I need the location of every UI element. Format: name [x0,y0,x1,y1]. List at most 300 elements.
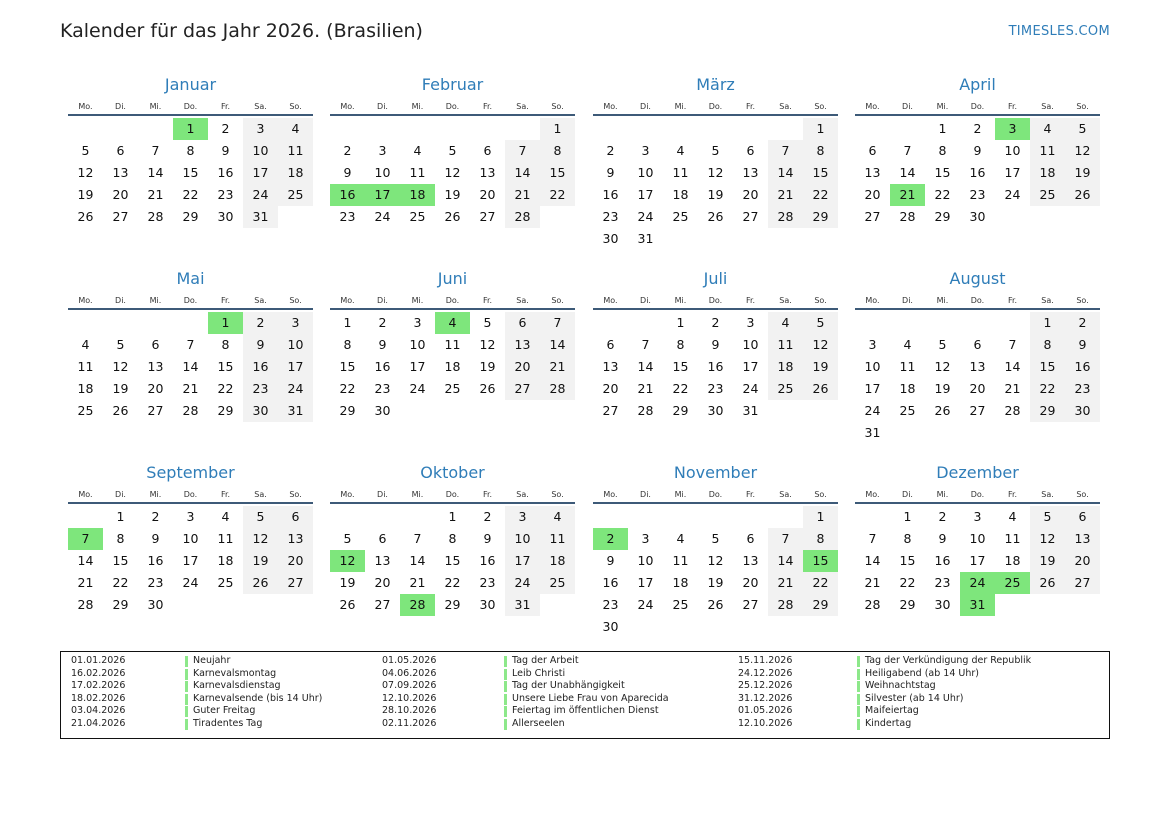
day-cell: 18 [672,187,689,202]
day-cell: 4 [278,118,313,140]
day-cell: 9 [711,337,720,352]
day-cell: 22 [899,575,916,590]
holiday-day-cell: 1 [208,312,243,334]
day-cell: 5 [343,531,352,546]
weekday-label: So. [1076,490,1089,499]
day-cell: 11 [540,528,575,550]
weekday-label: So. [814,102,827,111]
day-cell: 30 [602,231,619,246]
holiday-date: 04.06.2026 [382,667,437,679]
weekday-label: So. [1076,296,1089,305]
holiday-name: Tag der Verkündigung der Republik [865,655,1032,666]
holiday-marker [185,669,188,680]
holiday-name: Tag der Unabhängigkeit [512,680,625,692]
weekday-label: Mi. [936,296,949,305]
holiday-entry [382,668,722,681]
weekday-label: So. [1076,102,1089,111]
day-cell: 12 [77,165,94,180]
weekday-label: Fr. [220,490,231,499]
day-cell: 20 [278,550,313,572]
holiday-entry [382,718,722,731]
day-cell: 29 [112,597,129,612]
weekday-label: Mo. [603,102,618,111]
day-cell: 5 [1065,118,1100,140]
day-cell: 2 [1065,312,1100,334]
weekday-header [855,98,1100,116]
weekday-label: Do. [970,490,985,499]
weekday-label: Do. [445,296,460,305]
weekday-header [855,292,1100,310]
day-cell: 3 [868,337,877,352]
weekday-label: Fr. [220,102,231,111]
day-cell: 23 [1065,378,1100,400]
day-cell: 16 [243,356,278,378]
weekday-label: Do. [970,296,985,305]
day-cell: 20 [374,575,391,590]
weekday-label: Sa. [779,102,792,111]
month-1 [68,72,313,250]
day-cell: 31 [742,403,759,418]
day-cell: 13 [112,165,129,180]
weekday-header [330,486,575,504]
day-cell: 8 [903,531,912,546]
day-cell: 24 [637,597,654,612]
weekday-label: Mo. [603,490,618,499]
day-cell: 22 [540,184,575,206]
day-cell: 27 [147,403,164,418]
weekday-header [68,292,313,310]
day-cell: 8 [803,140,838,162]
day-cell: 1 [803,118,838,140]
day-cell: 11 [672,553,689,568]
day-cell: 17 [182,553,199,568]
holiday-day-cell: 17 [365,184,400,206]
weekday-label: Do. [445,102,460,111]
day-cell: 11 [1004,531,1021,546]
month-name: November [673,463,758,482]
day-cell: 5 [711,143,720,158]
day-cell: 16 [707,359,724,374]
weekday-label: Di. [115,296,126,305]
holiday-day-cell: 3 [995,118,1030,140]
holiday-column-2 [382,655,722,731]
day-cell: 9 [378,337,387,352]
weekday-label: Fr. [1007,296,1018,305]
day-cell: 22 [339,381,356,396]
holiday-entry [71,680,411,693]
day-cell: 29 [217,403,234,418]
day-cell: 24 [505,572,540,594]
holiday-entry [738,718,1078,731]
day-cell: 17 [637,187,654,202]
holiday-marker [857,719,860,730]
holiday-marker [185,719,188,730]
weekday-label: Di. [640,102,651,111]
weekday-label: So. [289,490,302,499]
month-name: Dezember [936,463,1019,482]
day-cell: 6 [116,143,125,158]
weekday-label: Fr. [1007,490,1018,499]
weekday-label: Do. [445,490,460,499]
day-cell: 20 [112,187,129,202]
holiday-marker [185,706,188,717]
weekday-header [68,486,313,504]
day-cell: 22 [182,187,199,202]
day-cell: 22 [672,381,689,396]
day-cell: 22 [112,575,129,590]
weekday-label: Do. [183,296,198,305]
day-cell: 2 [343,143,352,158]
holiday-name: Silvester (ab 14 Uhr) [865,692,964,704]
day-cell: 18 [1030,162,1065,184]
day-cell: 14 [1004,359,1021,374]
day-cell: 28 [637,403,654,418]
holiday-marker [857,669,860,680]
day-cell: 18 [444,359,461,374]
day-cell: 16 [934,553,951,568]
weekday-label: Mo. [340,102,355,111]
day-cell: 3 [378,143,387,158]
day-cell: 26 [1065,184,1100,206]
day-cell: 13 [969,359,986,374]
month-4 [855,72,1100,250]
day-cell: 24 [409,381,426,396]
weekday-label: Mo. [603,296,618,305]
holiday-legend [60,651,1110,739]
day-cell: 8 [1030,334,1065,356]
days-grid [855,118,1100,250]
day-cell: 8 [676,337,685,352]
weekday-header [855,486,1100,504]
day-cell: 4 [1030,118,1065,140]
day-cell: 19 [112,381,129,396]
day-cell: 6 [606,337,615,352]
day-cell: 25 [1030,184,1065,206]
day-cell: 14 [182,359,199,374]
day-cell: 19 [1065,162,1100,184]
weekday-label: Mi. [411,102,424,111]
holiday-day-cell: 7 [68,528,103,550]
day-cell: 15 [444,553,461,568]
day-cell: 13 [505,334,540,356]
holiday-entry [71,693,411,706]
day-cell: 16 [602,575,619,590]
day-cell: 27 [479,209,496,224]
day-cell: 24 [637,209,654,224]
days-grid [68,118,313,250]
weekday-header [593,486,838,504]
holiday-name: Guter Freitag [193,705,256,717]
day-cell: 7 [540,312,575,334]
day-cell: 2 [483,509,492,524]
day-cell: 6 [746,531,755,546]
day-cell: 26 [77,209,94,224]
day-cell: 30 [1065,400,1100,422]
weekday-label: Mi. [674,296,687,305]
day-cell: 8 [938,143,947,158]
weekday-label: Sa. [516,296,529,305]
day-cell: 7 [505,140,540,162]
day-cell: 12 [479,337,496,352]
day-cell: 31 [864,425,881,440]
day-cell: 10 [1004,143,1021,158]
weekday-label: Sa. [1041,296,1054,305]
holiday-day-cell: 2 [593,528,628,550]
day-cell: 10 [182,531,199,546]
day-cell: 26 [803,378,838,400]
day-cell: 14 [540,334,575,356]
weekday-label: Fr. [482,102,493,111]
day-cell: 19 [479,359,496,374]
weekday-label: Sa. [254,102,267,111]
day-cell: 15 [112,553,129,568]
weekday-label: Mi. [674,490,687,499]
day-cell: 10 [243,140,278,162]
day-cell: 27 [505,378,540,400]
day-cell: 10 [969,531,986,546]
weekday-label: Mo. [865,490,880,499]
day-cell: 9 [606,553,615,568]
day-cell: 27 [969,403,986,418]
weekday-label: Di. [902,490,913,499]
day-cell: 15 [803,162,838,184]
holiday-name: Karnevalsende (bis 14 Uhr) [193,692,323,704]
day-cell: 14 [505,162,540,184]
days-grid [330,312,575,444]
day-cell: 6 [505,312,540,334]
day-cell: 22 [934,187,951,202]
day-cell: 21 [540,356,575,378]
day-cell: 15 [217,359,234,374]
day-cell: 30 [374,403,391,418]
holiday-date: 01.05.2026 [738,705,793,717]
day-cell: 7 [903,143,912,158]
holiday-name: Karnevalsmontag [193,667,277,679]
day-cell: 15 [899,553,916,568]
day-cell: 10 [637,165,654,180]
day-cell: 31 [505,594,540,616]
day-cell: 20 [147,381,164,396]
day-cell: 3 [746,315,755,330]
day-cell: 2 [378,315,387,330]
day-cell: 9 [483,531,492,546]
holiday-date: 07.09.2026 [382,680,437,692]
weekday-label: Mi. [411,490,424,499]
holiday-day-cell: 12 [330,550,365,572]
holiday-marker [504,669,507,680]
day-cell: 29 [934,209,951,224]
holiday-column-3 [738,655,1078,731]
day-cell: 11 [217,531,234,546]
weekday-label: Mi. [411,296,424,305]
weekday-label: So. [551,296,564,305]
day-cell: 28 [1004,403,1021,418]
day-cell: 24 [243,184,278,206]
day-cell: 5 [116,337,125,352]
month-2 [330,72,575,250]
day-cell: 14 [77,553,94,568]
day-cell: 28 [540,378,575,400]
day-cell: 25 [444,381,461,396]
day-cell: 7 [151,143,160,158]
day-cell: 18 [1004,553,1021,568]
month-name: September [146,463,235,482]
day-cell: 17 [864,381,881,396]
day-cell: 9 [973,143,982,158]
day-cell: 26 [243,572,278,594]
days-grid [68,312,313,444]
day-cell: 20 [1065,550,1100,572]
weekday-label: Mo. [78,490,93,499]
day-cell: 15 [182,165,199,180]
holiday-day-cell: 25 [995,572,1030,594]
month-5 [68,266,313,444]
day-cell: 29 [803,594,838,616]
day-cell: 11 [77,359,94,374]
day-cell: 8 [116,531,125,546]
month-name: Oktober [420,463,485,482]
day-cell: 10 [278,334,313,356]
day-cell: 21 [77,575,94,590]
day-cell: 10 [374,165,391,180]
month-11 [593,460,838,638]
day-cell: 7 [768,140,803,162]
holiday-day-cell: 28 [400,594,435,616]
holiday-entry [382,680,722,693]
day-cell: 25 [672,209,689,224]
day-cell: 11 [444,337,461,352]
day-cell: 16 [147,553,164,568]
day-cell: 16 [217,165,234,180]
day-cell: 19 [803,356,838,378]
day-cell: 19 [339,575,356,590]
month-name: Januar [164,75,217,94]
day-cell: 10 [637,553,654,568]
day-cell: 3 [641,531,650,546]
day-cell: 18 [768,356,803,378]
holiday-date: 18.02.2026 [71,692,126,704]
day-cell: 28 [77,597,94,612]
day-cell: 8 [343,337,352,352]
day-cell: 4 [903,337,912,352]
day-cell: 2 [243,312,278,334]
day-cell: 26 [112,403,129,418]
holiday-date: 28.10.2026 [382,705,437,717]
day-cell: 21 [637,381,654,396]
holiday-entry [71,668,411,681]
day-cell: 29 [339,403,356,418]
day-cell: 13 [479,165,496,180]
day-cell: 28 [147,209,164,224]
day-cell: 25 [278,184,313,206]
holiday-name: Heiligabend (ab 14 Uhr) [865,667,979,679]
weekday-label: Fr. [1007,102,1018,111]
day-cell: 31 [278,400,313,422]
day-cell: 22 [217,381,234,396]
day-cell: 23 [243,378,278,400]
day-cell: 13 [864,165,881,180]
weekday-label: So. [289,102,302,111]
days-grid [330,118,575,250]
day-cell: 12 [934,359,951,374]
day-cell: 9 [243,334,278,356]
holiday-entry [382,655,722,668]
day-cell: 25 [768,378,803,400]
day-cell: 8 [221,337,230,352]
day-cell: 18 [540,550,575,572]
weekday-label: Mo. [865,296,880,305]
day-cell: 1 [903,509,912,524]
day-cell: 20 [864,187,881,202]
day-cell: 9 [221,143,230,158]
day-cell: 28 [182,403,199,418]
holiday-marker [857,681,860,692]
day-cell: 17 [969,553,986,568]
holiday-entry [382,693,722,706]
day-cell: 6 [973,337,982,352]
day-cell: 17 [505,550,540,572]
holiday-date: 24.12.2026 [738,667,793,679]
day-cell: 3 [278,312,313,334]
day-cell: 15 [1030,356,1065,378]
day-cell: 28 [864,597,881,612]
day-cell: 21 [147,187,164,202]
day-cell: 11 [1030,140,1065,162]
holiday-entry [738,705,1078,718]
day-cell: 13 [147,359,164,374]
day-cell: 13 [1065,528,1100,550]
days-grid [68,506,313,638]
holiday-date: 02.11.2026 [382,717,437,729]
holiday-entry [71,705,411,718]
day-cell: 19 [1030,550,1065,572]
weekday-label: Sa. [516,102,529,111]
weekday-label: Di. [640,296,651,305]
day-cell: 27 [602,403,619,418]
day-cell: 6 [378,531,387,546]
day-cell: 22 [1030,378,1065,400]
day-cell: 30 [969,209,986,224]
weekday-label: Di. [377,102,388,111]
day-cell: 29 [672,403,689,418]
holiday-date: 15.11.2026 [738,655,793,666]
weekday-label: Fr. [745,490,756,499]
holiday-date: 12.10.2026 [382,692,437,704]
weekday-label: So. [814,490,827,499]
holiday-entry [71,655,411,668]
weekday-label: Di. [377,490,388,499]
day-cell: 18 [672,575,689,590]
holiday-marker [185,694,188,705]
holiday-entry [738,655,1078,668]
day-cell: 30 [707,403,724,418]
day-cell: 12 [444,165,461,180]
holiday-name: Tiradentes Tag [193,717,263,729]
brand-link[interactable]: TIMESLES.COM [1008,24,1110,39]
weekday-label: Do. [970,102,985,111]
day-cell: 8 [803,528,838,550]
month-3 [593,72,838,250]
day-cell: 26 [444,209,461,224]
day-cell: 24 [278,378,313,400]
weekday-header [330,292,575,310]
day-cell: 4 [1008,509,1017,524]
holiday-name: Feiertag im öffentlichen Dienst [512,705,659,717]
day-cell: 7 [641,337,650,352]
day-cell: 8 [186,143,195,158]
day-cell: 15 [540,162,575,184]
weekday-label: Sa. [254,490,267,499]
